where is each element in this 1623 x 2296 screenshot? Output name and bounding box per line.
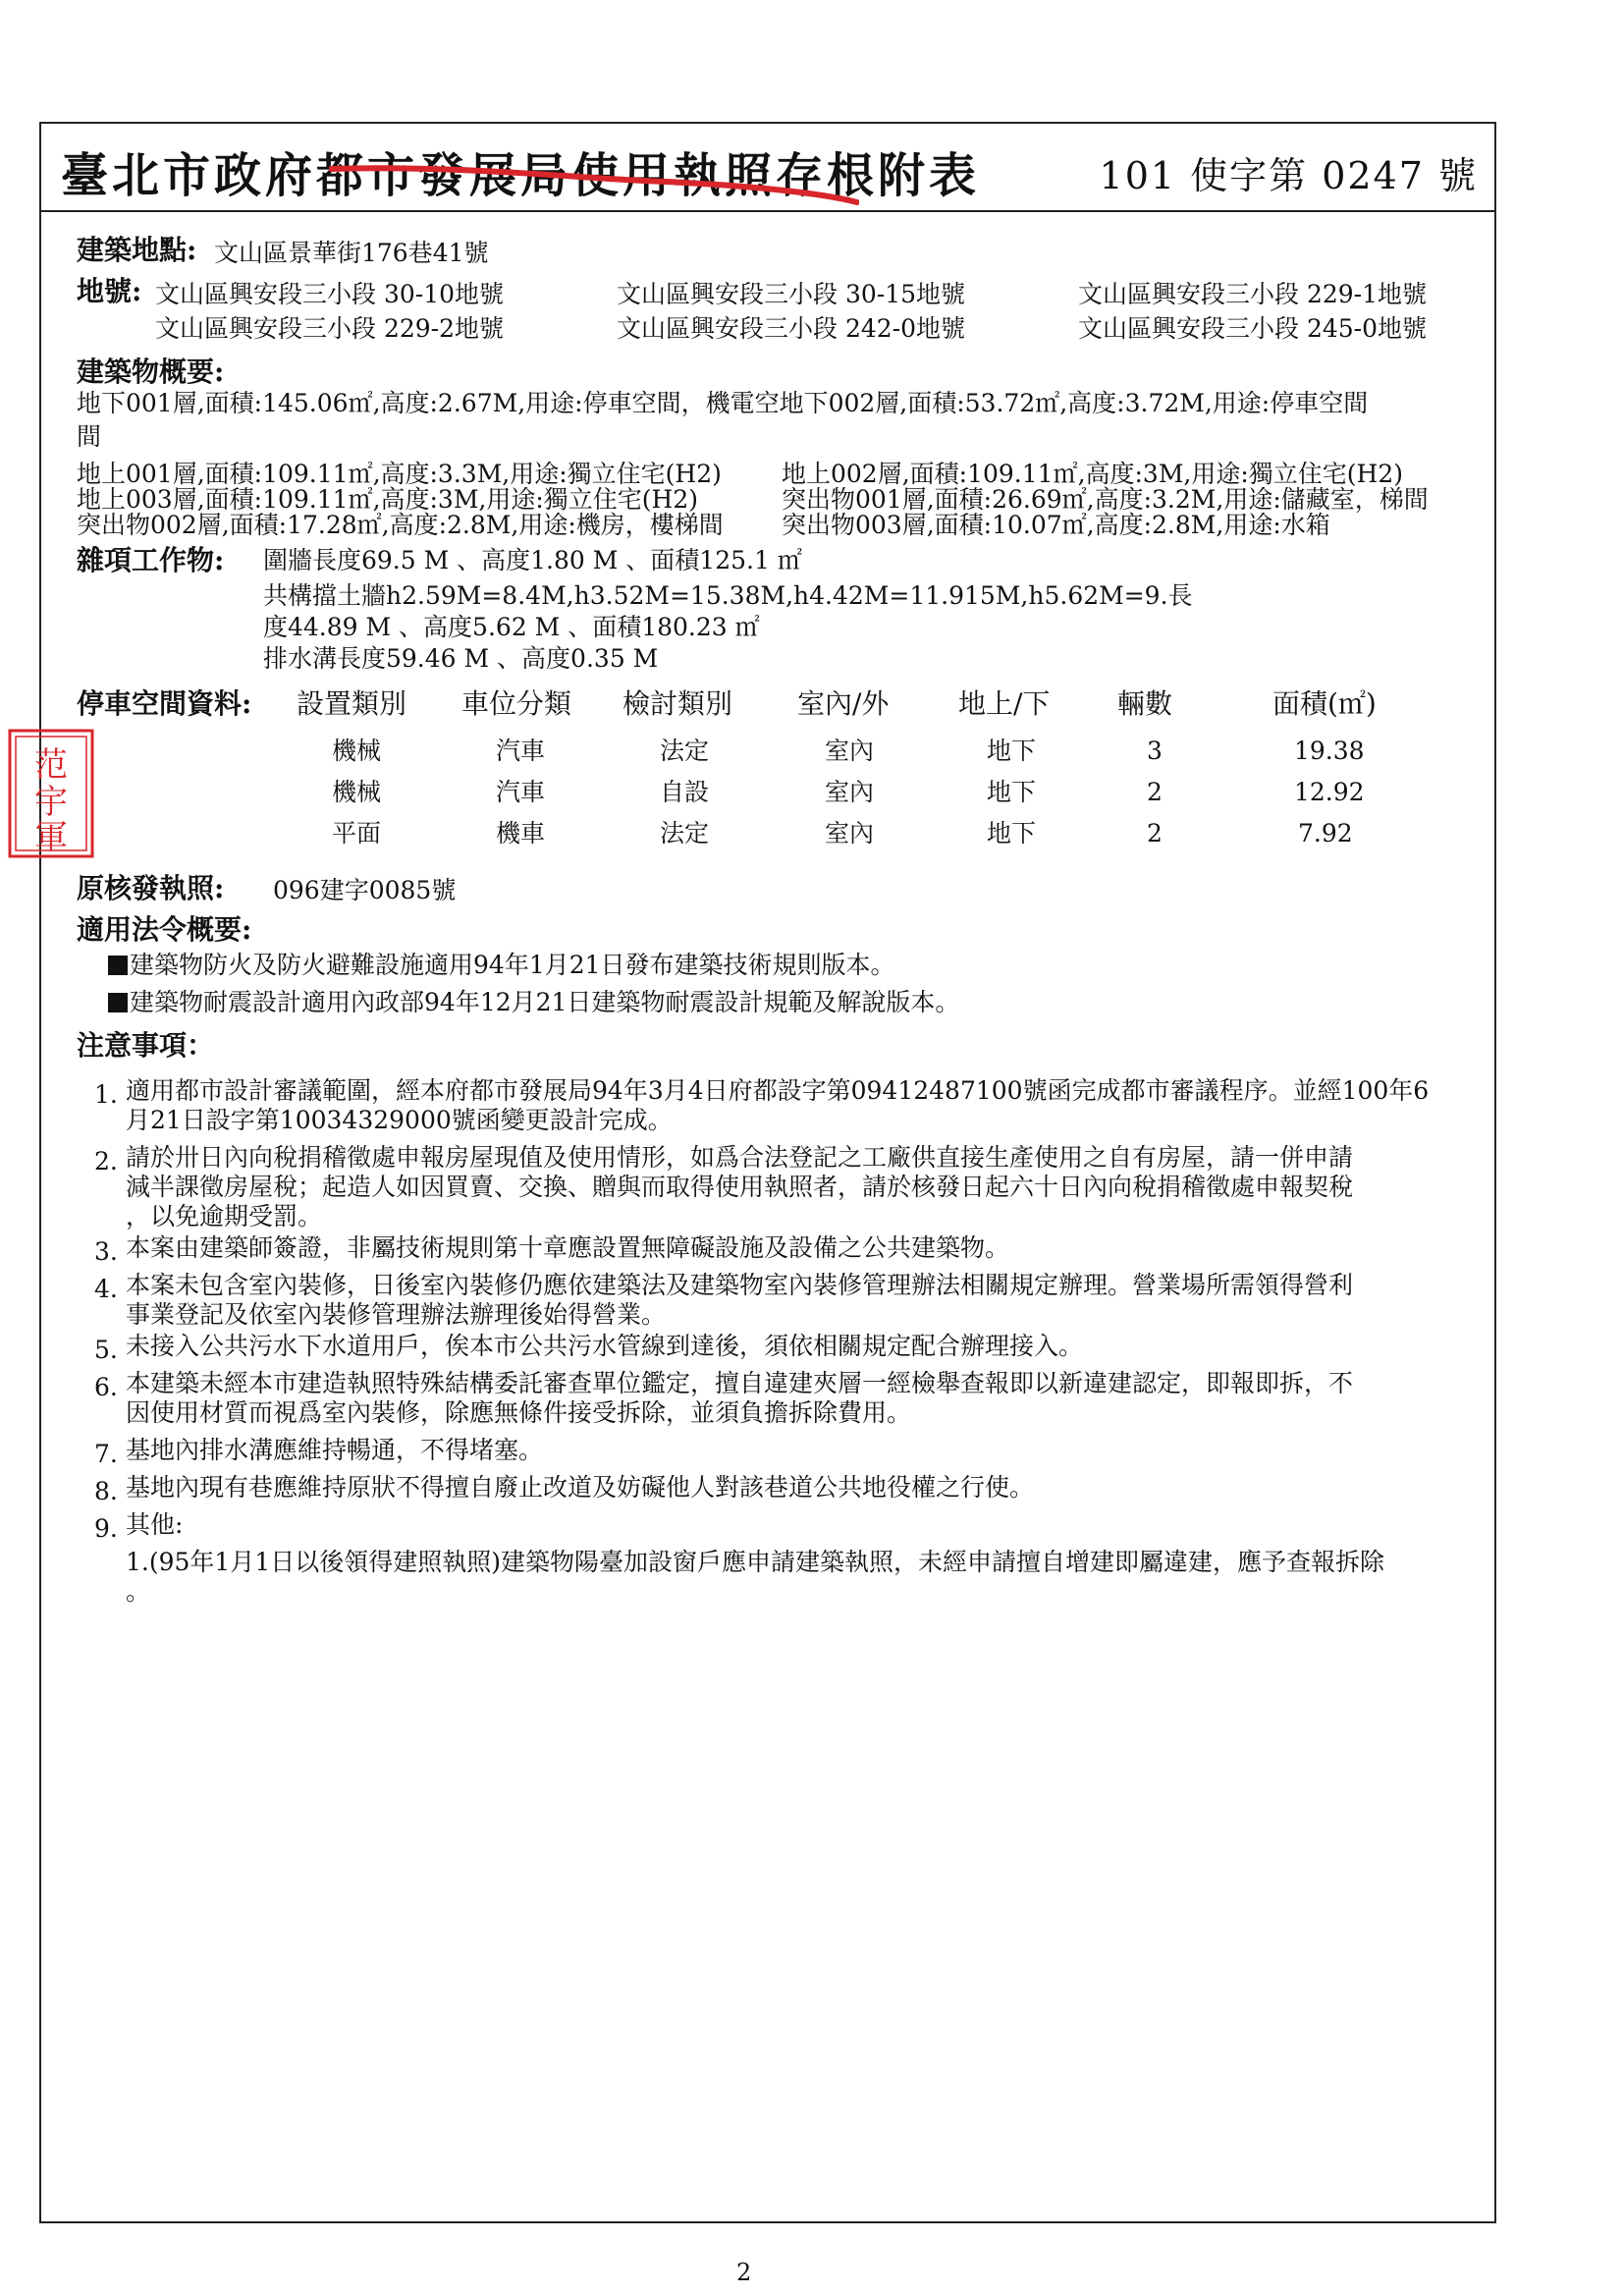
parking-header: 檢討類別 [622, 687, 733, 720]
law-item [108, 951, 895, 980]
note-number: 2. [94, 1147, 118, 1175]
misc-label: 雜項工作物: [77, 544, 225, 576]
svg-text:宇: 宇 [34, 783, 68, 822]
bullet-square-icon [108, 993, 128, 1012]
lots-label: 地號: [77, 275, 142, 307]
note-text: 本案由建築師簽證，非屬技術規則第十章應設置無障礙設施及設備之公共建築物。 [126, 1233, 1010, 1262]
note-text: ，以免逾期受罰。 [126, 1202, 323, 1230]
parking-label: 停車空間資料: [77, 687, 252, 720]
parking-cell: 室內 [825, 819, 875, 847]
parking-cell: 7.92 [1298, 819, 1353, 847]
parking-header: 輛數 [1117, 687, 1173, 720]
note-text: 請於卅日內向稅捐稽徵處申報房屋現值及使用情形，如爲合法登記之工廠供直接生產使用之自有房屋，請一併申請 [126, 1143, 1354, 1172]
parking-cell: 機械 [332, 737, 382, 765]
parking-cell: 3 [1147, 737, 1163, 765]
address-label: 建築地點: [77, 234, 197, 266]
page-number: 2 [736, 2259, 752, 2286]
parking-cell: 汽車 [496, 778, 546, 806]
parking-cell: 機車 [496, 819, 546, 847]
note-number: 5. [94, 1336, 118, 1364]
parking-cell: 地下 [987, 819, 1037, 847]
red-strike-mark [329, 159, 859, 218]
note-text: 本建築未經本市建造執照特殊結構委託審查單位鑑定，擅自違建夾層一經檢舉查報即以新違建認定，即報即拆，不 [126, 1369, 1354, 1397]
parking-header: 地上/下 [958, 687, 1051, 720]
overview-label: 建築物概要: [77, 355, 225, 388]
note-other-text: 1.(95年1月1日以後領得建照執照)建築物陽臺加設窗戶應申請建築執照，未經申請擅自增建即屬違建，應予查報拆除 [126, 1548, 1384, 1576]
overview-line: 突出物002層,面積:17.28㎡,高度:2.8M,用途:機房，樓梯間 [77, 511, 724, 539]
note-text: 因使用材質而視爲室內裝修，除應無條件接受拆除，並須負擔拆除費用。 [126, 1398, 912, 1427]
note-text: 減半課徵房屋稅；起造人如因買賣、交換、贈與而取得使用執照者，請於核發日起六十日內向稅捐稽徵處申報契稅 [126, 1173, 1354, 1201]
original-permit-label: 原核發執照: [77, 872, 225, 904]
parking-cell: 自設 [660, 778, 710, 806]
lot-item: 文山區興安段三小段 242-0地號 [617, 314, 966, 343]
note-number: 9. [94, 1514, 118, 1543]
note-other-text: 。 [126, 1577, 151, 1606]
lot-item: 文山區興安段三小段 30-10地號 [155, 280, 505, 308]
parking-cell: 法定 [660, 737, 710, 765]
parking-header: 車位分類 [461, 687, 572, 720]
misc-line: 圍牆長度69.5 M 、高度1.80 M 、面積125.1 ㎡ [263, 546, 802, 574]
note-number: 7. [94, 1440, 118, 1468]
parking-header: 設置類別 [297, 687, 407, 720]
parking-cell: 室內 [825, 737, 875, 765]
official-seal [6, 727, 96, 860]
lot-item: 文山區興安段三小段 30-15地號 [617, 280, 966, 308]
law-text: 建築物耐震設計適用內政部94年12月21日建築物耐震設計規範及解說版本。 [130, 988, 960, 1016]
misc-line: 共構擋土牆h2.59M=8.4M,h3.52M=15.38M,h4.42M=11.915M,h5.62M=9.長 [263, 581, 1193, 610]
overview-line: 地下001層,面積:145.06㎡,高度:2.67M,用途:停車空間，機電空地下002層,面積:53.72㎡,高度:3.72M,用途:停車空間 [77, 389, 1369, 417]
overview-line: 突出物003層,面積:10.07㎡,高度:2.8M,用途:水箱 [782, 511, 1330, 539]
note-text: 基地內現有巷應維持原狀不得擅自廢止改道及妨礙他人對該巷道公共地役權之行使。 [126, 1473, 1035, 1502]
parking-cell: 室內 [825, 778, 875, 806]
parking-header: 室內/外 [797, 687, 890, 720]
note-number: 4. [94, 1275, 118, 1303]
parking-cell: 汽車 [496, 737, 546, 765]
bullet-square-icon [108, 956, 128, 975]
notes-label: 注意事項： [77, 1029, 215, 1062]
note-text: 本案未包含室內裝修，日後室內裝修仍應依建築法及建築物室內裝修管理辦法相關規定辦理。營業場所需領得營利 [126, 1271, 1354, 1299]
parking-cell: 機械 [332, 778, 382, 806]
lot-item: 文山區興安段三小段 245-0地號 [1078, 314, 1428, 343]
note-text: 基地內排水溝應維持暢通，不得堵塞。 [126, 1436, 544, 1464]
original-permit-value: 096建字0085號 [273, 876, 457, 904]
misc-line: 度44.89 M 、高度5.62 M 、面積180.23 ㎡ [263, 613, 760, 641]
laws-label: 適用法令概要: [77, 913, 252, 946]
note-number: 8. [94, 1477, 118, 1505]
note-text: 其他: [126, 1510, 184, 1539]
note-number: 3. [94, 1237, 118, 1266]
note-text: 月21日設字第10034329000號函變更設計完成。 [126, 1106, 673, 1134]
law-item [108, 988, 959, 1017]
overview-line: 地上002層,面積:109.11㎡,高度:3M,用途:獨立住宅(H2) [782, 460, 1404, 488]
misc-line: 排水溝長度59.46 M 、高度0.35 M [263, 644, 659, 673]
parking-cell: 2 [1147, 819, 1163, 847]
parking-header: 面積(㎡) [1272, 687, 1377, 720]
permit-number: 101 使字第 0247 號 [1099, 154, 1478, 197]
parking-cell: 地下 [987, 778, 1037, 806]
lot-item: 文山區興安段三小段 229-1地號 [1078, 280, 1428, 308]
note-text: 未接入公共污水下水道用戶，俟本市公共污水管線到達後，須依相關規定配合辦理接入。 [126, 1332, 1084, 1360]
law-text: 建築物防火及防火避難設施適用94年1月21日發布建築技術規則版本。 [130, 951, 895, 979]
svg-text:范: 范 [34, 745, 68, 785]
parking-cell: 2 [1147, 778, 1163, 806]
parking-cell: 12.92 [1294, 778, 1365, 806]
parking-cell: 法定 [660, 819, 710, 847]
address-value: 文山區景華街176巷41號 [214, 239, 489, 267]
note-text: 適用都市設計審議範圍，經本府都市發展局94年3月4日府都設字第09412487100號函完成都市審議程序。並經100年6 [126, 1076, 1430, 1105]
parking-cell: 19.38 [1294, 737, 1365, 765]
parking-cell: 地下 [987, 737, 1037, 765]
overview-line: 地上001層,面積:109.11㎡,高度:3.3M,用途:獨立住宅(H2) [77, 460, 722, 488]
svg-text:軍: 軍 [34, 818, 68, 857]
overview-line: 突出物001層,面積:26.69㎡,高度:3.2M,用途:儲藏室，梯間 [782, 485, 1429, 514]
lot-item: 文山區興安段三小段 229-2地號 [155, 314, 505, 343]
overview-line: 間 [77, 422, 102, 451]
page-title: 臺北市政府都市發展局使用執照存根附表 [61, 148, 981, 203]
note-number: 6. [94, 1373, 118, 1401]
note-text: 事業登記及依室內裝修管理辦法辦理後始得營業。 [126, 1300, 667, 1329]
overview-line: 地上003層,面積:109.11㎡,高度:3M,用途:獨立住宅(H2) [77, 485, 699, 514]
parking-cell: 平面 [332, 819, 382, 847]
note-number: 1. [94, 1080, 118, 1109]
